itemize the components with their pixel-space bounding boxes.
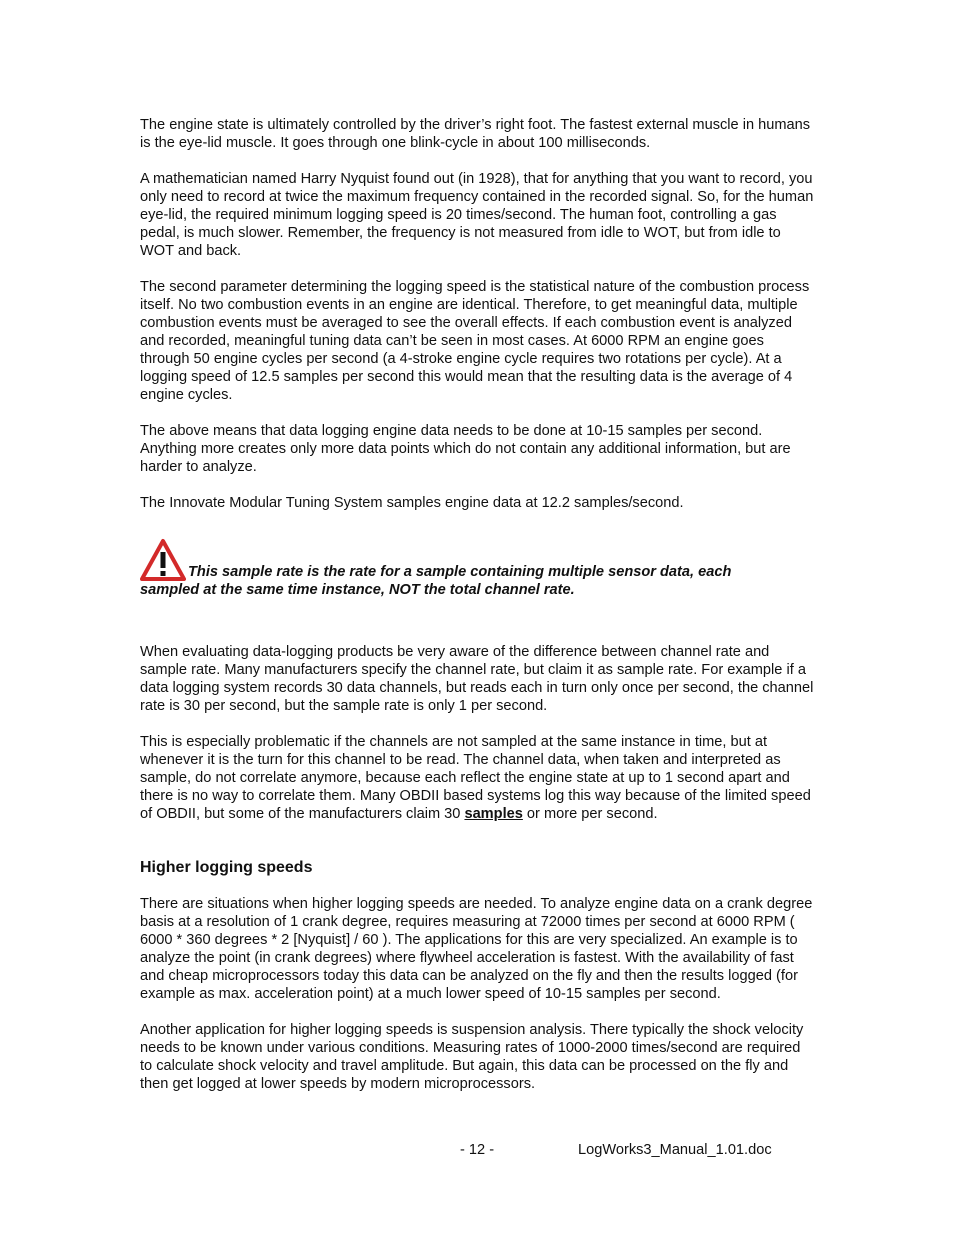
paragraph-crank-degree: There are situations when higher logging speeds are needed. To analyze engine data on a crank degree basis at a resolution of 1 crank degree, requires measuring at 72000 times per second at 6000 RPM ( 6000 * 360 degrees * 2 [Nyquist] / 60 ). The applications for this are very specialized. An example is to analyze the point (in crank degrees) where flywheel acceleration is fastest. With the availability of fast and cheap microprocessors today this data can be analyzed on the fly and then the results logged (for example as max. acceleration point) at a much lower speed of 10-15 samples per second.	[140, 896, 813, 1002]
paragraph-combustion: The second parameter determining the logging speed is the statistical nature of the combustion process itself. No two combustion events in an engine are identical. Therefore, to get meaningful data, multiple combustion events must be averaged to see the overall effects. If each combustion event is analyzed and recorded, meaningful tuning data can’t be seen in most cases. At 6000 RPM an engine goes through 50 engine cycles per second (a 4-stroke engine cycle requires two rotations per cycle). At a logging speed of 12.5 samples per second this would mean that the resulting data is the average of 4 engine cycles.	[140, 279, 810, 403]
paragraph-obdii-tail: or more per second.	[522, 806, 658, 822]
paragraph-sample-rate: The above means that data logging engine data needs to be done at 10-15 samples per second. Anything more creates only more data points which do not contain any additional information, but are harder to analyze.	[140, 423, 791, 475]
paragraph-eyelid: The engine state is ultimately controlled by the driver’s right foot. The fastest external muscle in humans is the eye-lid muscle. It goes through one blink-cycle in about 100 milliseconds.	[140, 117, 811, 151]
page-number: - 12 -	[460, 1142, 495, 1158]
paragraph-obdii-text: This is especially problematic if the channels are not sampled at the same instance in time, but at whenever it is the turn for this channel to be read. The channel data, when taken and interpreted as sample, do not correlate anymore, because each reflect the engine state at up to 1 second apart and there is no way to correlate them. Many OBDII based systems log this way because of the limited speed of OBDII, but some of the manufacturers claim 30	[140, 734, 811, 822]
paragraph-nyquist: A mathematician named Harry Nyquist found out (in 1928), that for anything that you want to record, you only need to record at twice the maximum frequency contained in the recorded signal. So, for the human eye-lid, the required minimum logging speed is 20 times/second. The human foot, controlling a gas pedal, is much slower. Remember, the frequency is not measured from idle to WOT, but from idle to WOT and back.	[140, 171, 814, 259]
warning-note	[140, 538, 816, 599]
warning-line-2: sampled at the same time instance, NOT the total channel rate.	[140, 582, 575, 598]
warning-triangle-icon	[140, 538, 186, 582]
section-heading: Higher logging speeds	[140, 859, 313, 876]
paragraph-suspension: Another application for higher logging speeds is suspension analysis. There typically the shock velocity needs to be known under various conditions. Measuring rates of 1000-2000 times/second are required to calculate shock velocity and travel amplitude. But again, this data can be processed on the fly and then get logged at lower speeds by modern microprocessors.	[140, 1022, 804, 1092]
document-filename: LogWorks3_Manual_1.01.doc	[578, 1142, 772, 1158]
paragraph-channel-rate: When evaluating data-logging products be very aware of the difference between channel rate and sample rate. Many manufacturers specify the channel rate, but claim it as sample rate. For example if a data logging system records 30 data channels, but reads each in turn only once per second, the channel rate is 30 per second, but the sample rate is only 1 per second.	[140, 644, 814, 714]
paragraph-obdii	[140, 733, 816, 823]
paragraph-innovate-rate: The Innovate Modular Tuning System samples engine data at 12.2 samples/second.	[140, 495, 684, 511]
warning-line-1: This sample rate is the rate for a sample containing multiple sensor data, each	[188, 564, 732, 580]
document-body	[140, 116, 816, 1093]
samples-emphasis: samples	[464, 806, 523, 822]
